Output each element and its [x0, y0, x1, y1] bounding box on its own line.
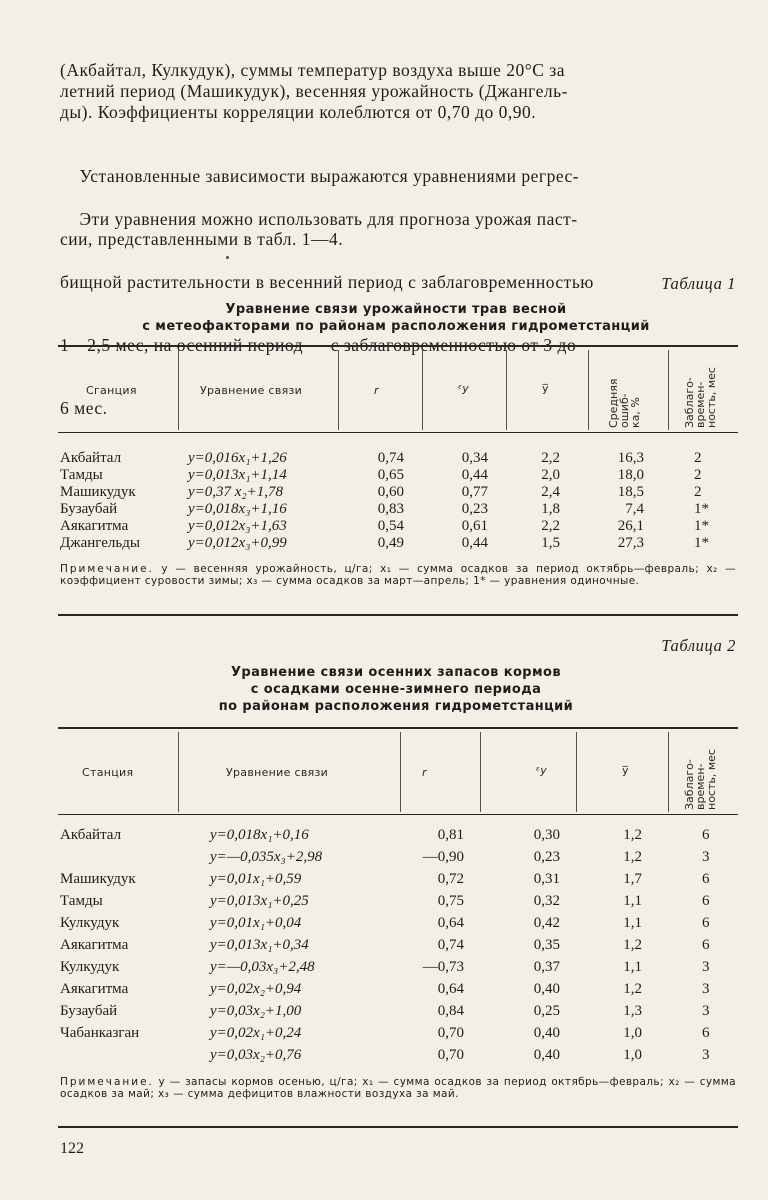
- cell-lead: 3: [702, 849, 710, 865]
- table-row: [0, 871, 768, 888]
- cell-error: 27,3: [617, 535, 644, 551]
- table-row: [0, 981, 768, 998]
- cell-error: 16,3: [617, 450, 644, 466]
- cell-r: 0,83: [377, 501, 404, 517]
- cell-equation: y=0,018x₁+0,16: [210, 827, 309, 843]
- table-row: [0, 915, 768, 932]
- table1-header-rule: [58, 432, 738, 433]
- table-row: [0, 484, 768, 501]
- cell-r: 0,81: [437, 827, 464, 843]
- cell-equation: y=0,013x₁+0,34: [210, 937, 309, 953]
- cell-lead: 6: [702, 893, 710, 909]
- table-row: [0, 1025, 768, 1042]
- table2-note: [60, 1076, 736, 1100]
- table2-col-divider: [480, 732, 481, 812]
- cell-equation: y=0,02x₂+0,94: [210, 981, 302, 997]
- cell-lead: 3: [702, 959, 710, 975]
- cell-lead: 2: [694, 484, 702, 500]
- table2-col-divider: [400, 732, 401, 812]
- cell-station: Аякагитма: [60, 518, 129, 534]
- table2-top-rule: [58, 727, 738, 729]
- table2-header-lead: Заблаго- времен- ность, мес: [683, 749, 718, 810]
- cell-station: Кулкудук: [60, 915, 120, 931]
- cell-ybar: 1,2: [623, 937, 642, 953]
- cell-ey: 0,32: [533, 893, 560, 909]
- paragraph-line: (Акбайтал, Кулкудук), суммы температур воздуха выше 20°С за: [60, 60, 566, 80]
- cell-equation: y=0,01x₁+0,59: [210, 871, 302, 887]
- cell-r: 0,64: [437, 981, 464, 997]
- cell-lead: 6: [702, 871, 710, 887]
- cell-equation: y=0,012x₃+0,99: [188, 535, 287, 551]
- cell-station: Кулкудук: [60, 959, 120, 975]
- table-row: [0, 959, 768, 976]
- cell-r: 0,49: [377, 535, 404, 551]
- paragraph-line: летний период (Машикудук), весенняя урожайность (Джангель-: [60, 81, 568, 101]
- table1-title: [56, 301, 736, 335]
- cell-ey: 0,35: [533, 937, 560, 953]
- cell-equation: y=0,01x₁+0,04: [210, 915, 302, 931]
- cell-equation: y=—0,035x₃+2,98: [210, 849, 323, 865]
- cell-r: 0,64: [437, 915, 464, 931]
- table1-top-rule: [58, 345, 738, 347]
- cell-ey: 0,25: [533, 1003, 560, 1019]
- table-row: [0, 450, 768, 467]
- table-row: [0, 1047, 768, 1064]
- cell-r: 0,65: [377, 467, 404, 483]
- cell-ey: 0,42: [533, 915, 560, 931]
- cell-r: 0,84: [437, 1003, 464, 1019]
- table-row: [0, 849, 768, 866]
- cell-ey: 0,23: [461, 501, 488, 517]
- cell-lead: 1*: [694, 501, 709, 517]
- cell-station: Джангельды: [60, 535, 140, 551]
- table-row: [0, 518, 768, 535]
- cell-ey: 0,30: [533, 827, 560, 843]
- cell-lead: 3: [702, 1003, 710, 1019]
- cell-equation: y=0,018x₃+1,16: [188, 501, 287, 517]
- table1-header-equation: Уравнение связи: [200, 384, 303, 397]
- cell-lead: 6: [702, 915, 710, 931]
- cell-ybar: 1,0: [623, 1025, 642, 1041]
- cell-station: Тамды: [60, 467, 103, 483]
- table2-label: Таблица 2: [661, 636, 736, 655]
- cell-station: Машикудук: [60, 484, 136, 500]
- cell-equation: y=0,013x₁+1,14: [188, 467, 287, 483]
- paragraph-line: ды). Коэффициенты корреляции колеблются от 0,70 до 0,90.: [60, 102, 537, 122]
- speck-mark: [226, 256, 229, 259]
- table1-col-divider: [338, 350, 339, 430]
- paragraph-line: 1—2,5 мес, на осенний период — с заблаговременностью от 3 до: [60, 335, 577, 355]
- table-row: [0, 535, 768, 552]
- cell-r: 0,54: [377, 518, 404, 534]
- table2-title-line: с осадками осенне-зимнего периода: [250, 682, 542, 697]
- cell-equation: y=0,02x₁+0,24: [210, 1025, 302, 1041]
- cell-station: Аякагитма: [60, 981, 129, 997]
- cell-ybar: 1,1: [623, 893, 642, 909]
- table-row: [0, 501, 768, 518]
- table-row: [0, 467, 768, 484]
- table1-col-divider: [668, 350, 669, 430]
- cell-lead: 3: [702, 981, 710, 997]
- table2-col-divider: [178, 732, 179, 812]
- cell-ey: 0,40: [533, 1047, 560, 1063]
- table1-header-r: r: [374, 384, 379, 397]
- table2-header-ey: ᵋy: [536, 764, 548, 777]
- cell-r: 0,70: [437, 1047, 464, 1063]
- paragraph-line: Установленные зависимости выражаются уравнениями регрес-: [60, 166, 580, 186]
- table1-note-body: y — весенняя урожайность, ц/га; x₁ — сумма осадков за период октябрь—февраль; x₂ — коэффициент суровости зимы; x₃ — сумма осадков за март—апрель; 1* — уравнения одиночные.: [60, 563, 736, 587]
- table1-header-error: Средняя ошиб- ка, %: [607, 378, 642, 428]
- cell-ey: 0,37: [533, 959, 560, 975]
- cell-station: Бузаубай: [60, 1003, 118, 1019]
- cell-equation: y=0,03x₂+0,76: [210, 1047, 302, 1063]
- cell-ybar: 1,7: [623, 871, 642, 887]
- table2-header-equation: Уравнение связи: [226, 766, 329, 779]
- cell-error: 18,5: [617, 484, 644, 500]
- cell-r: 0,70: [437, 1025, 464, 1041]
- cell-ey: 0,40: [533, 981, 560, 997]
- table2-title-line: Уравнение связи осенних запасов кормов: [231, 665, 561, 680]
- cell-equation: y=0,012x₃+1,63: [188, 518, 287, 534]
- cell-r: —0,90: [422, 849, 464, 865]
- cell-r: 0,74: [437, 937, 464, 953]
- table2-col-divider: [668, 732, 669, 812]
- cell-ybar: 1,0: [623, 1047, 642, 1063]
- table1-title-line: Уравнение связи урожайности трав весной: [225, 302, 567, 317]
- cell-station: Тамды: [60, 893, 103, 909]
- table2-title: [56, 664, 736, 715]
- cell-ey: 0,44: [461, 467, 488, 483]
- cell-ybar: 1,5: [541, 535, 560, 551]
- cell-r: 0,60: [377, 484, 404, 500]
- cell-ybar: 1,1: [623, 959, 642, 975]
- cell-station: Акбайтал: [60, 450, 122, 466]
- paragraph-line: Эти уравнения можно использовать для прогноза урожая паст-: [60, 209, 578, 229]
- cell-ybar: 1,1: [623, 915, 642, 931]
- paragraph-line: сии, представленными в табл. 1—4.: [60, 229, 344, 249]
- table2-header-r: r: [422, 766, 427, 779]
- cell-ybar: 1,2: [623, 849, 642, 865]
- cell-station: Акбайтал: [60, 827, 122, 843]
- table1-note: [60, 563, 736, 587]
- cell-ey: 0,23: [533, 849, 560, 865]
- table1-note-head: Примечание.: [60, 563, 154, 575]
- table1-col-divider: [588, 350, 589, 430]
- table2-bottom-rule: [58, 1126, 738, 1128]
- table1-bottom-rule: [58, 614, 738, 616]
- cell-error: 26,1: [617, 518, 644, 534]
- table1-header-ey: ᵋy: [458, 382, 470, 395]
- table2-note-head: Примечание.: [60, 1076, 154, 1088]
- page-number: 122: [60, 1140, 84, 1157]
- cell-equation: y=0,37 x₂+1,78: [188, 484, 284, 500]
- cell-lead: 2: [694, 467, 702, 483]
- cell-ybar: 2,4: [541, 484, 560, 500]
- table2-col-divider: [576, 732, 577, 812]
- table2-note-body: y — запасы кормов осенью, ц/га; x₁ — сумма осадков за период октябрь—февраль; x₂ — сумма осадков за май; x₃ — сумма дефицитов влажности воздуха за май.: [60, 1076, 736, 1100]
- cell-ey: 0,44: [461, 535, 488, 551]
- cell-lead: 6: [702, 827, 710, 843]
- cell-lead: 3: [702, 1047, 710, 1063]
- table1-col-divider: [178, 350, 179, 430]
- cell-lead: 2: [694, 450, 702, 466]
- cell-ey: 0,40: [533, 1025, 560, 1041]
- table1-col-divider: [422, 350, 423, 430]
- paragraph-1: [60, 60, 736, 123]
- cell-ybar: 1,2: [623, 981, 642, 997]
- cell-r: 0,72: [437, 871, 464, 887]
- cell-equation: y=0,03x₂+1,00: [210, 1003, 302, 1019]
- table2-title-line: по районам расположения гидрометстанций: [218, 699, 574, 714]
- cell-ybar: 2,0: [541, 467, 560, 483]
- cell-ybar: 1,3: [623, 1003, 642, 1019]
- table1-header-ybar: y̅: [542, 382, 549, 395]
- table2-header-ybar: y̅: [622, 764, 629, 777]
- cell-error: 18,0: [617, 467, 644, 483]
- cell-error: 7,4: [625, 501, 644, 517]
- table2-header-rule: [58, 814, 738, 815]
- paragraph-line: 6 мес.: [60, 398, 108, 418]
- cell-equation: y=0,016x₁+1,26: [188, 450, 287, 466]
- cell-station: Чабанказган: [60, 1025, 140, 1041]
- table2-header-station: Станция: [82, 766, 134, 779]
- table1-header-lead: Заблаго- времен- ность, мес: [683, 367, 718, 428]
- table-row: [0, 1003, 768, 1020]
- cell-ey: 0,61: [461, 518, 488, 534]
- cell-ybar: 1,8: [541, 501, 560, 517]
- table1-label: Таблица 1: [661, 274, 736, 293]
- table1-col-divider: [506, 350, 507, 430]
- cell-ey: 0,77: [461, 484, 488, 500]
- table1-title-line: с метеофакторами по районам расположения гидрометстанций: [142, 319, 650, 334]
- cell-r: 0,75: [437, 893, 464, 909]
- cell-ybar: 1,2: [623, 827, 642, 843]
- cell-lead: 1*: [694, 518, 709, 534]
- paragraph-line: бищной растительности в весенний период с заблаговременностью: [60, 272, 594, 292]
- table-row: [0, 893, 768, 910]
- cell-equation: y=—0,03x₃+2,48: [210, 959, 315, 975]
- cell-ey: 0,34: [461, 450, 488, 466]
- cell-ybar: 2,2: [541, 450, 560, 466]
- table-row: [0, 937, 768, 954]
- cell-r: 0,74: [377, 450, 404, 466]
- cell-lead: 6: [702, 1025, 710, 1041]
- cell-station: Аякагитма: [60, 937, 129, 953]
- table1-header-station: Сганция: [86, 384, 137, 397]
- cell-station: Машикудук: [60, 871, 136, 887]
- cell-r: —0,73: [422, 959, 464, 975]
- cell-equation: y=0,013x₁+0,25: [210, 893, 309, 909]
- cell-ybar: 2,2: [541, 518, 560, 534]
- cell-lead: 1*: [694, 535, 709, 551]
- table-row: [0, 827, 768, 844]
- cell-station: Бузаубай: [60, 501, 118, 517]
- cell-ey: 0,31: [533, 871, 560, 887]
- cell-lead: 6: [702, 937, 710, 953]
